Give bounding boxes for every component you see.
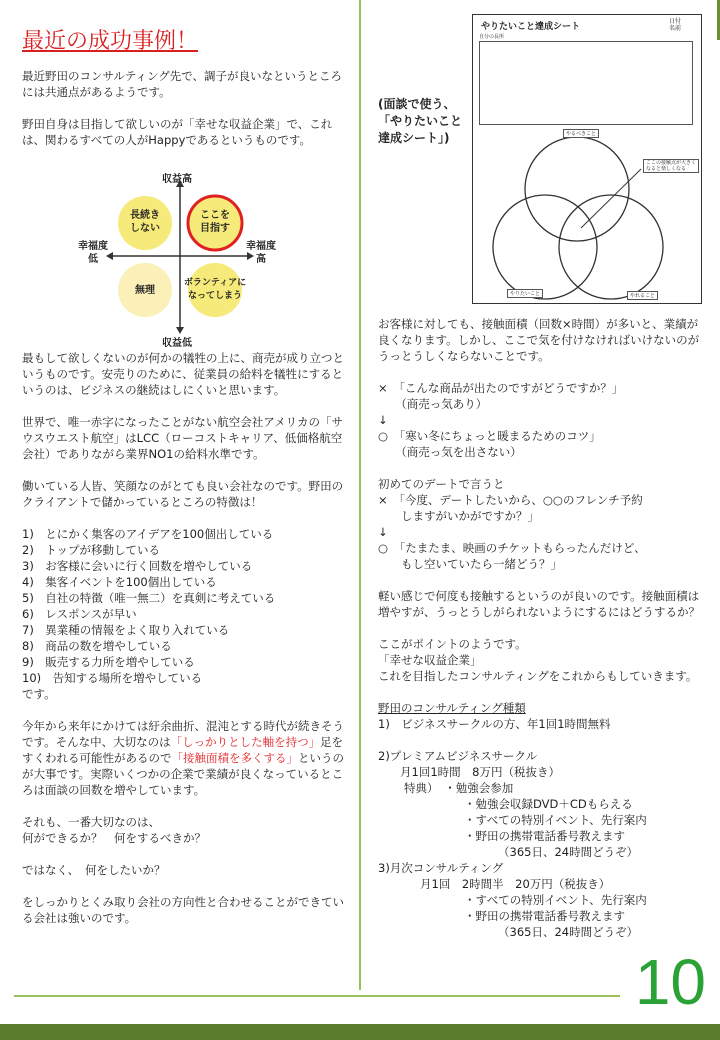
- example-bad-2: × 「今度、デートしたいから、○○のフレンチ予約: [378, 493, 643, 507]
- example-bad-1: × 「こんな商品が出たのですがどうですか？」: [378, 381, 624, 395]
- service-3-perk-phone-note: （365日、24時間どうぞ）: [498, 925, 639, 939]
- sheet-caption: (面談で使う、 「やりたいこと 達成シート」): [378, 97, 463, 145]
- axis-highlight-1: 「しっかりとした軸を持つ」: [170, 735, 321, 749]
- intro-paragraph-2: 野田自身は目指して欲しいのが「幸せな収益企業」で、これは、関わるすべての人がHappyであるというものです。: [22, 117, 333, 147]
- matrix-right-label: 幸福度 高: [246, 241, 276, 265]
- achievement-sheet: [472, 14, 702, 304]
- date-intro: 初めてのデートで言うと: [378, 477, 505, 491]
- services-heading: 野田のコンサルティング種類: [378, 701, 526, 715]
- important-line-1: それも、一番大切なのは、: [22, 815, 160, 829]
- paragraph-contact: お客様に対しても、接触面積（回数×時間）が多いと、業績が良くなります。しかし、ここで気を付けなければいけないのがうっとうしくならないことです。: [378, 317, 700, 363]
- paragraph-strong: をしっかりとくみ取り会社の方向性と合わせることができている会社は強いのです。: [22, 895, 344, 925]
- important-line-2: 何ができるか？ 何をするべきか？: [22, 831, 206, 845]
- venn-note: ここの接触点が大きくなると楽しくなる: [643, 159, 699, 173]
- left-body: [22, 350, 350, 942]
- list-item: 10) 告知する場所を増やしている: [22, 671, 203, 685]
- service-2-perks: 特典） ・勉強会参加: [404, 781, 514, 795]
- example-good-2-cont: もし空いていたら一緒どう？」: [378, 557, 562, 571]
- service-3-perk-events: ・すべての特別イベント、先行案内: [464, 893, 647, 907]
- point-line-1: ここがポイントのようです。: [378, 637, 527, 651]
- list-item: 7) 異業種の情報をよく取り入れている: [22, 623, 230, 637]
- paragraph-southwest: 世界で、唯一赤字になったことがない航空会社アメリカの「サウスウエスト航空」はLCC（ローコストキャリア、低価格航空会社）でありながら業界NO1の給料水準です。: [22, 415, 343, 461]
- sheet-meta: 日付 名前: [668, 18, 681, 32]
- matrix-left-label: 幸福度 低: [78, 241, 108, 265]
- quadrant-bottom-right-label: ボランティアに なってしまう: [183, 278, 247, 301]
- service-2-perk-phone-note: （365日、24時間どうぞ）: [498, 845, 639, 859]
- page-title: 最近の成功事例！: [22, 29, 199, 54]
- venn-label-bottom-left: やりたいこと: [507, 289, 543, 298]
- list-item: 5) 自社の特徴（唯一無二）を真剣に考えている: [22, 591, 276, 605]
- service-3-perk-phone: ・野田の携帯電話番号教えます: [464, 909, 625, 923]
- left-intro: [22, 68, 350, 164]
- quadrant-top-right-label: ここを 目指す: [200, 210, 230, 234]
- matrix-bottom-label: 収益低: [162, 338, 192, 349]
- list-item: 6) レスポンスが早い: [22, 607, 137, 621]
- point-line-2: 「幸せな収益企業」: [378, 653, 482, 667]
- service-2: 2)プレミアムビジネスサークル: [378, 749, 538, 763]
- page-number: 10: [634, 946, 706, 1018]
- list-end: です。: [22, 687, 56, 701]
- sheet-subtitle: 自分の長所: [479, 34, 505, 40]
- paragraph-axis: [22, 718, 350, 798]
- matrix-top-label: 収益高: [162, 174, 192, 185]
- arrow-2: ↓: [378, 525, 388, 539]
- sheet-strengths-box: [479, 41, 693, 125]
- service-2-price: 月1回1時間 8万円（税抜き）: [400, 765, 560, 779]
- arrow-1: ↓: [378, 413, 388, 427]
- example-bad-1-note: （商売っ気あり）: [378, 397, 488, 411]
- service-1: 1) ビジネスサークルの方、年1回1時間無料: [378, 717, 611, 731]
- point-line-3: これを目指したコンサルティングをこれからもしていきます。: [378, 669, 698, 683]
- example-good-1-note: （商売っ気を出さない）: [378, 445, 522, 459]
- example-good-1: ○ 「寒い冬にちょっと暖まるためのコツ」: [378, 429, 601, 443]
- list-item: 8) 商品の数を増やしている: [22, 639, 172, 653]
- quadrant-bottom-left-label: 無理: [135, 285, 155, 296]
- bottom-bar: [0, 1024, 720, 1040]
- list-item: 1) とにかく集客のアイデアを100個出している: [22, 527, 274, 541]
- example-bad-2-cont: しますがいかがですか？」: [378, 509, 539, 523]
- paragraph-smile: 働いている人皆、笑顔なのがとても良い会社なのです。野田のクライアントで儲かっているところの特徴は！: [22, 479, 344, 509]
- right-body: [378, 316, 708, 940]
- venn-label-top: やるべきこと: [563, 129, 599, 138]
- paragraph-important: [22, 814, 350, 846]
- service-2-perk-dvd: ・勉強会収録DVD＋CDもらえる: [464, 797, 633, 811]
- axis-highlight-2: 「接触面積を多くする」: [171, 751, 298, 765]
- list-item: 3) お客様に会いに行く回数を増やしている: [22, 559, 253, 573]
- bottom-rule: [14, 995, 620, 997]
- axis-text-1: 今年から来年にかけては紆余曲折、混沌とする時代が続きそうです。そんな中、大切なのは: [22, 719, 344, 749]
- paragraph-light-touch: 軽い感じで何度も接触するというのが良いのです。接触面積は増やすが、うっとうしがられないようにするにはどうするか？: [378, 589, 700, 619]
- list-item: 4) 集客イベントを100個出している: [22, 575, 217, 589]
- quadrant-top-left-label: 長続き しない: [130, 210, 160, 234]
- list-item: 9) 販売する力所を増やしている: [22, 655, 195, 669]
- paragraph-want: ではなく、 何をしたいか？: [22, 863, 166, 877]
- venn-label-bottom-right: やれること: [627, 291, 658, 300]
- service-2-perk-phone: ・野田の携帯電話番号教えます: [464, 829, 625, 843]
- venn-diagram: [473, 125, 701, 303]
- success-traits-list: [22, 526, 350, 686]
- list-item: 2) トップが移動している: [22, 543, 160, 557]
- intro-paragraph-1: 最近野田のコンサルティング先で、調子が良いなというところには共通点があるようです。: [22, 69, 343, 99]
- example-good-2: ○ 「たまたま、映画のチケットもらったんだけど、: [378, 541, 646, 555]
- axis-text-3: というのが大事です。実際いくつかの企業で業績が良くなっているところは面談の回数を増やしています。: [22, 751, 344, 797]
- column-divider: [359, 0, 361, 990]
- axis-text-2: 足をすくわれる可能性があるので: [22, 735, 344, 765]
- service-3-price: 月1回 2時間半 20万円（税抜き）: [420, 877, 611, 891]
- sheet-title: やりたいこと達成シート: [481, 22, 581, 32]
- service-3: 3)月次コンサルティング: [378, 861, 504, 875]
- paragraph-sacrifice: 最もして欲しくないのが何かの犠牲の上に、商売が成り立つというものです。安売りのために、従業員の給料を犠牲にするというのは、ビジネスの継続はしにくいと思います。: [22, 351, 344, 397]
- service-2-perk-events: ・すべての特別イベント、先行案内: [464, 813, 647, 827]
